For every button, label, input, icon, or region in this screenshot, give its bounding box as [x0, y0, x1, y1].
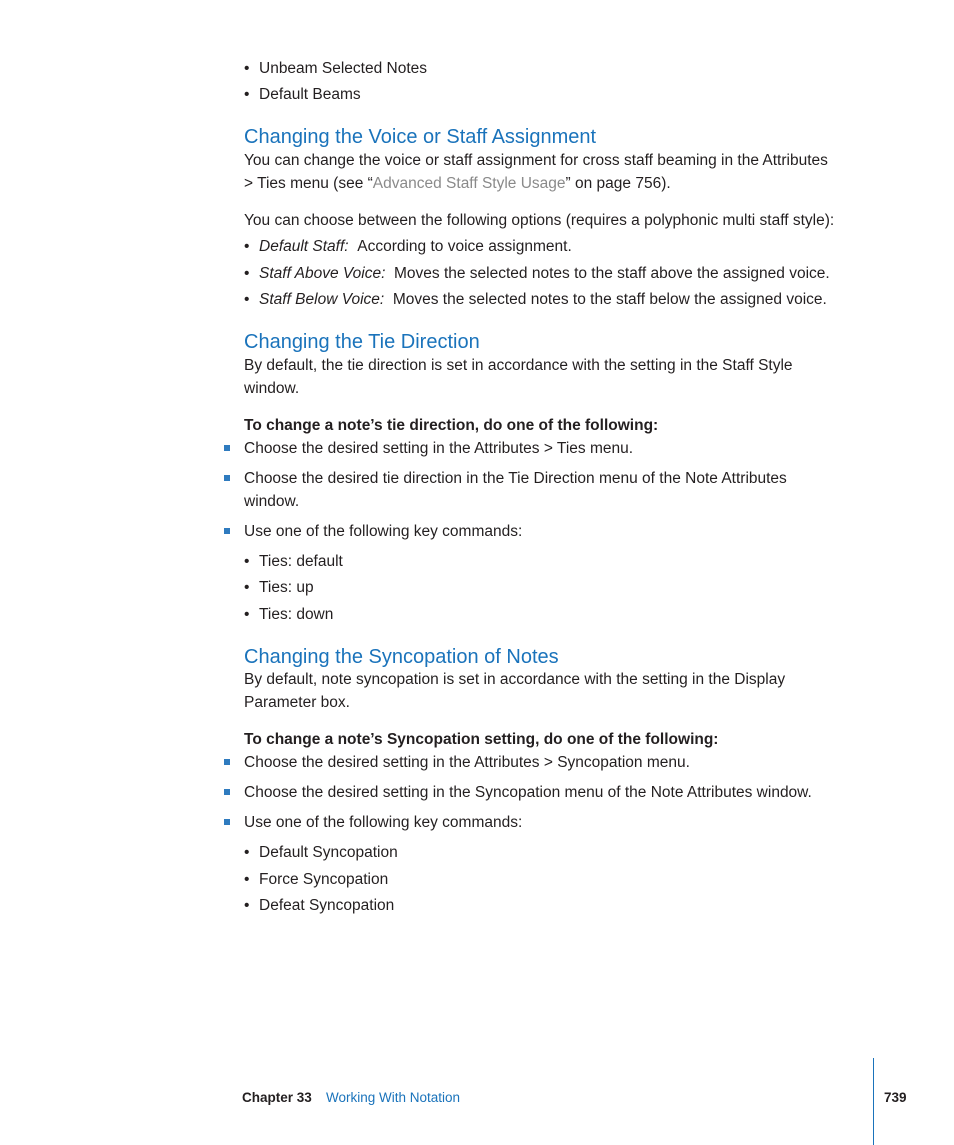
key-command-item: • Ties: default [244, 553, 343, 570]
option-item: • Default Staff: According to voice assignment. [244, 238, 572, 255]
key-command-item: • Defeat Syncopation [244, 897, 395, 914]
square-bullet-icon [224, 759, 230, 765]
square-bullet-icon [224, 528, 230, 534]
section-heading-voice-staff: Changing the Voice or Staff Assignment [244, 126, 597, 148]
bullet-icon: • [244, 291, 250, 308]
footer-chapter-title[interactable]: Working With Notation [326, 1090, 461, 1105]
list-item: • Unbeam Selected Notes [244, 60, 428, 77]
step-item: Choose the desired tie direction in the Tie Direction menu of the Note Attributes [224, 469, 787, 489]
step-item: Choose the desired setting in the Attributes > Syncopation menu. [224, 753, 690, 773]
step-continuation: window. [244, 493, 300, 510]
bullet-icon: • [244, 897, 250, 914]
bullet-icon: • [244, 60, 250, 77]
footer-divider [873, 1058, 874, 1145]
key-command-item: • Ties: up [244, 579, 314, 596]
paragraph-line: Parameter box. [244, 694, 350, 711]
instruction-heading: To change a note’s Syncopation setting, do one of the following: [244, 731, 719, 748]
bullet-icon: • [244, 238, 250, 255]
key-command-item: • Force Syncopation [244, 871, 389, 888]
step-item: Use one of the following key commands: [224, 813, 522, 833]
square-bullet-icon [224, 819, 230, 825]
bullet-icon: • [244, 606, 250, 623]
key-command-item: • Ties: down [244, 606, 334, 623]
paragraph-line: > Ties menu (see “Advanced Staff Style Usage” on page 756). [244, 175, 671, 192]
step-item: Use one of the following key commands: [224, 522, 522, 542]
bullet-icon: • [244, 579, 250, 596]
bullet-icon: • [244, 871, 250, 888]
key-command-item: • Default Syncopation [244, 844, 398, 861]
step-item: Choose the desired setting in the Syncopation menu of the Note Attributes window. [224, 783, 812, 803]
footer-chapter-label: Chapter 33 [242, 1090, 312, 1105]
paragraph-line: By default, note syncopation is set in accordance with the setting in the Display [244, 671, 786, 688]
bullet-icon: • [244, 86, 250, 103]
list-item: • Default Beams [244, 86, 361, 103]
option-item: • Staff Above Voice: Moves the selected notes to the staff above the assigned voice. [244, 265, 830, 282]
page-number: 739 [884, 1090, 907, 1105]
option-item: • Staff Below Voice: Moves the selected notes to the staff below the assigned voice. [244, 291, 827, 308]
paragraph-line: You can choose between the following options (requires a polyphonic multi staff style): [244, 212, 835, 229]
paragraph-line: You can change the voice or staff assignment for cross staff beaming in the Attributes [244, 152, 828, 169]
section-heading-syncopation: Changing the Syncopation of Notes [244, 646, 559, 668]
square-bullet-icon [224, 789, 230, 795]
section-heading-tie-direction: Changing the Tie Direction [244, 331, 480, 353]
bullet-icon: • [244, 265, 250, 282]
square-bullet-icon [224, 475, 230, 481]
paragraph-line: window. [244, 380, 300, 397]
bullet-icon: • [244, 844, 250, 861]
paragraph-line: By default, the tie direction is set in accordance with the setting in the Staff Style [244, 357, 793, 374]
square-bullet-icon [224, 445, 230, 451]
instruction-heading: To change a note’s tie direction, do one of the following: [244, 417, 659, 434]
bullet-icon: • [244, 553, 250, 570]
cross-reference-link[interactable]: Advanced Staff Style Usage [372, 175, 566, 192]
step-item: Choose the desired setting in the Attributes > Ties menu. [224, 439, 633, 459]
